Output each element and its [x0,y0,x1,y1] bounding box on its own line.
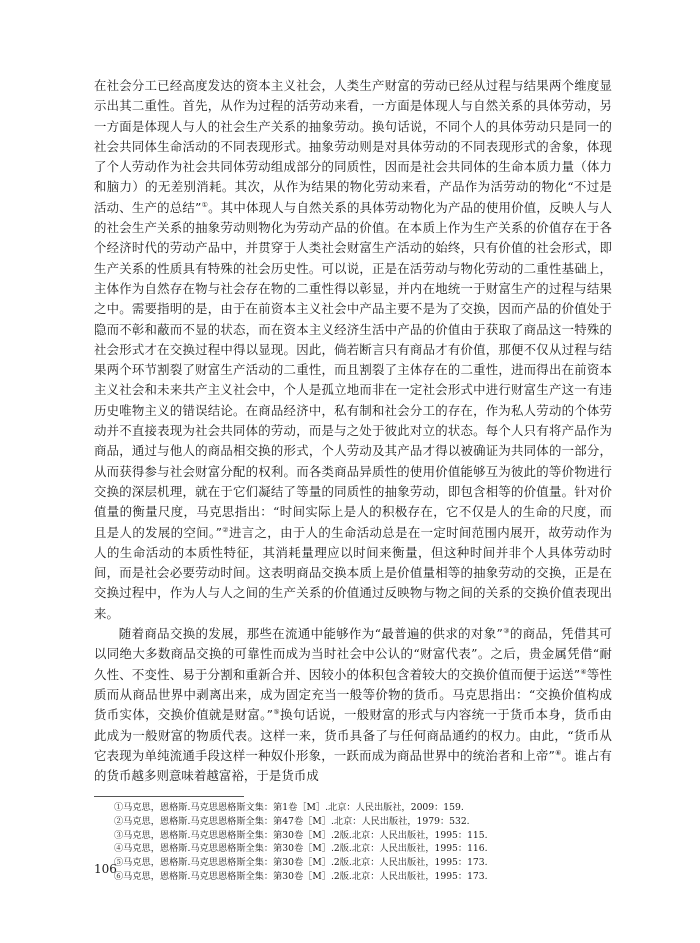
footnote-4: ④马克思，恩格斯.马克思恩格斯全集：第30卷［M］.2版.北京：人民出版社，1995：116. [114,843,488,855]
text-run: 在社会分工已经高度发达的资本主义社会，人类生产财富的劳动已经从过程与结果两个维度显示出其二重性。首先，从作为过程的活劳动来看，一方面是体现人与自然关系的具体劳动，另一方面是体现人与人的社会生产关系的抽象劳动。换句话说，不同个人的具体劳动只是同一的社会共同体生命活动的不同表现形式。抽象劳动则是对具体劳动的不同表现形式的舍象，体现了个人劳动作为社会共同体劳动组成部分的同质性，因而是社会共同体的生命本质力量（体力和脑力）的无差别消耗。其次，从作为结果的物化劳动来看，产品作为活劳动的物化“不过是活动、生产的总结” [94,78,612,215]
footnote-marker: ① [201,200,209,209]
footnote-marker: ② [222,525,229,534]
text-run: 随着商品交换的发展，那些在流通中能够作为“最普遍的供求的对象” [118,626,503,642]
footnote-marker: ⑥ [554,748,562,757]
page-number: 106 [94,862,117,876]
text-run: 换句话说，一般财富的形式与内容统一于货币本身，货币由此成为一般财富的物质代表。这样一来，货币具备了与任何商品通约的权力。由此，“货币从它表现为单纯流通手段这样一种奴仆形象，一跃而成为商品世界中的统治者和上帝” [94,707,612,763]
footnotes [94,796,612,884]
text-run: 。其中体现人与自然关系的具体劳动物化为产品的使用价值，反映人与人的社会生产关系的抽象劳动则物化为劳动产品的价值。在本质上作为生产关系的价值存在于各个经济时代的劳动产品中，并贯穿于人类社会财富生产活动的始终，只有价值的社会形式，即生产关系的性质具有特殊的社会历史性。可以说，正是在活劳动与物化劳动的二重性基础上，主体作为自然存在物与社会存在物的二重性得以彰显，并内在地统一于财富生产的过程与结果之中。需要指明的是，由于在前资本主义社会中产品主要不是为了交换，因而产品的价值处于隐而不彰和蔽而不显的状态，而在资本主义经济生活中产品的价值由于获取了商品这一特殊的社会形式才在交换过程中得以显现。因此，倘若断言只有商品才有价值，那便不仅从过程与结果两个环节割裂了财富生产活动的二重性，而且割裂了主体存在的二重性，进而得出在前资本主义社会和未来共产主义社会中，个人是孤立地而非在一定社会形式中进行财富生产这一有违历史唯物主义的错误结论。在商品经济中，私有制和社会分工的存在，作为私人劳动的个体劳动并不直接表现为社会共同体的劳动，而是与之处于彼此对立的状态。每个人只有将产品作为商品，通过与他人的商品相交换的形式，个人劳动及其产品才得以被确证为共同体的一部分，从而获得参与社会财富分配的权利。而各类商品异质性的使用价值能够互为彼此的等价物进行交换的深层机理，就在于它们凝结了等量的同质性的抽象劳动，即包含相等的价值量。针对价值量的衡量尺度，马克思指出：“时间实际上是人的积极存在，它不仅是人的生命的尺度，而且是人的发展的空间。” [94,199,613,540]
text-run: 。谁占有的货币越多则意味着越富裕，于是货币成 [94,747,612,784]
text-run: 等性质而从商品世界中剥离出来，成为固定充当一般等价物的货币。马克思指出：“交换价值构成货币实体，交换价值就是财富。” [94,666,612,723]
footnote-marker: ③ [502,626,510,635]
footnote-1: ①马克思，恩格斯.马克思恩格斯文集：第1卷［M］.北京：人民出版社，2009：159. [114,802,464,813]
footnote-marker: ⑤ [273,708,281,717]
footnote-separator [94,796,244,797]
text-run: 进言之，由于人的生命活动总是在一定时间范围内展开，故劳动作为人的生命活动的本质性特征，其消耗量理应以时间来衡量，但这种时间并非个人具体劳动时间，而是社会必要劳动时间。这表明商品交换本质上是价值量相等的抽象劳动的交换，正是在交换过程中，作为人与人之间的生产关系的价值通过反映物与物之间的关系的交换价值表现出来。 [94,524,612,621]
text-run: 的商品，凭借其可以同绝大多数商品交换的可靠性而成为当时社会中公认的“财富代表”。之后，贵金属凭借“耐久性、不变性、易于分割和重新合并、因较小的体积包含着较大的交换价值而便于运送” [94,626,612,682]
paragraph-1 [94,76,612,624]
footnote-3: ③马克思，恩格斯.马克思恩格斯全集：第30卷［M］.2版.北京：人民出版社，1995：115. [114,829,488,841]
footnote-5: ⑤马克思，恩格斯.马克思恩格斯全集：第30卷［M］.2版.北京：人民出版社，1995：173. [114,857,488,869]
footnote-2: ②马克思，恩格斯.马克思恩格斯全集：第47卷［M］.北京：人民出版社，1979：532. [114,815,470,827]
footnote-marker: ④ [580,667,587,676]
footnote-6: ⑥马克思，恩格斯.马克思恩格斯全集：第30卷［M］.2版.北京：人民出版社，1995：173. [114,870,488,882]
body-text [94,76,612,786]
paragraph-2 [94,624,612,786]
